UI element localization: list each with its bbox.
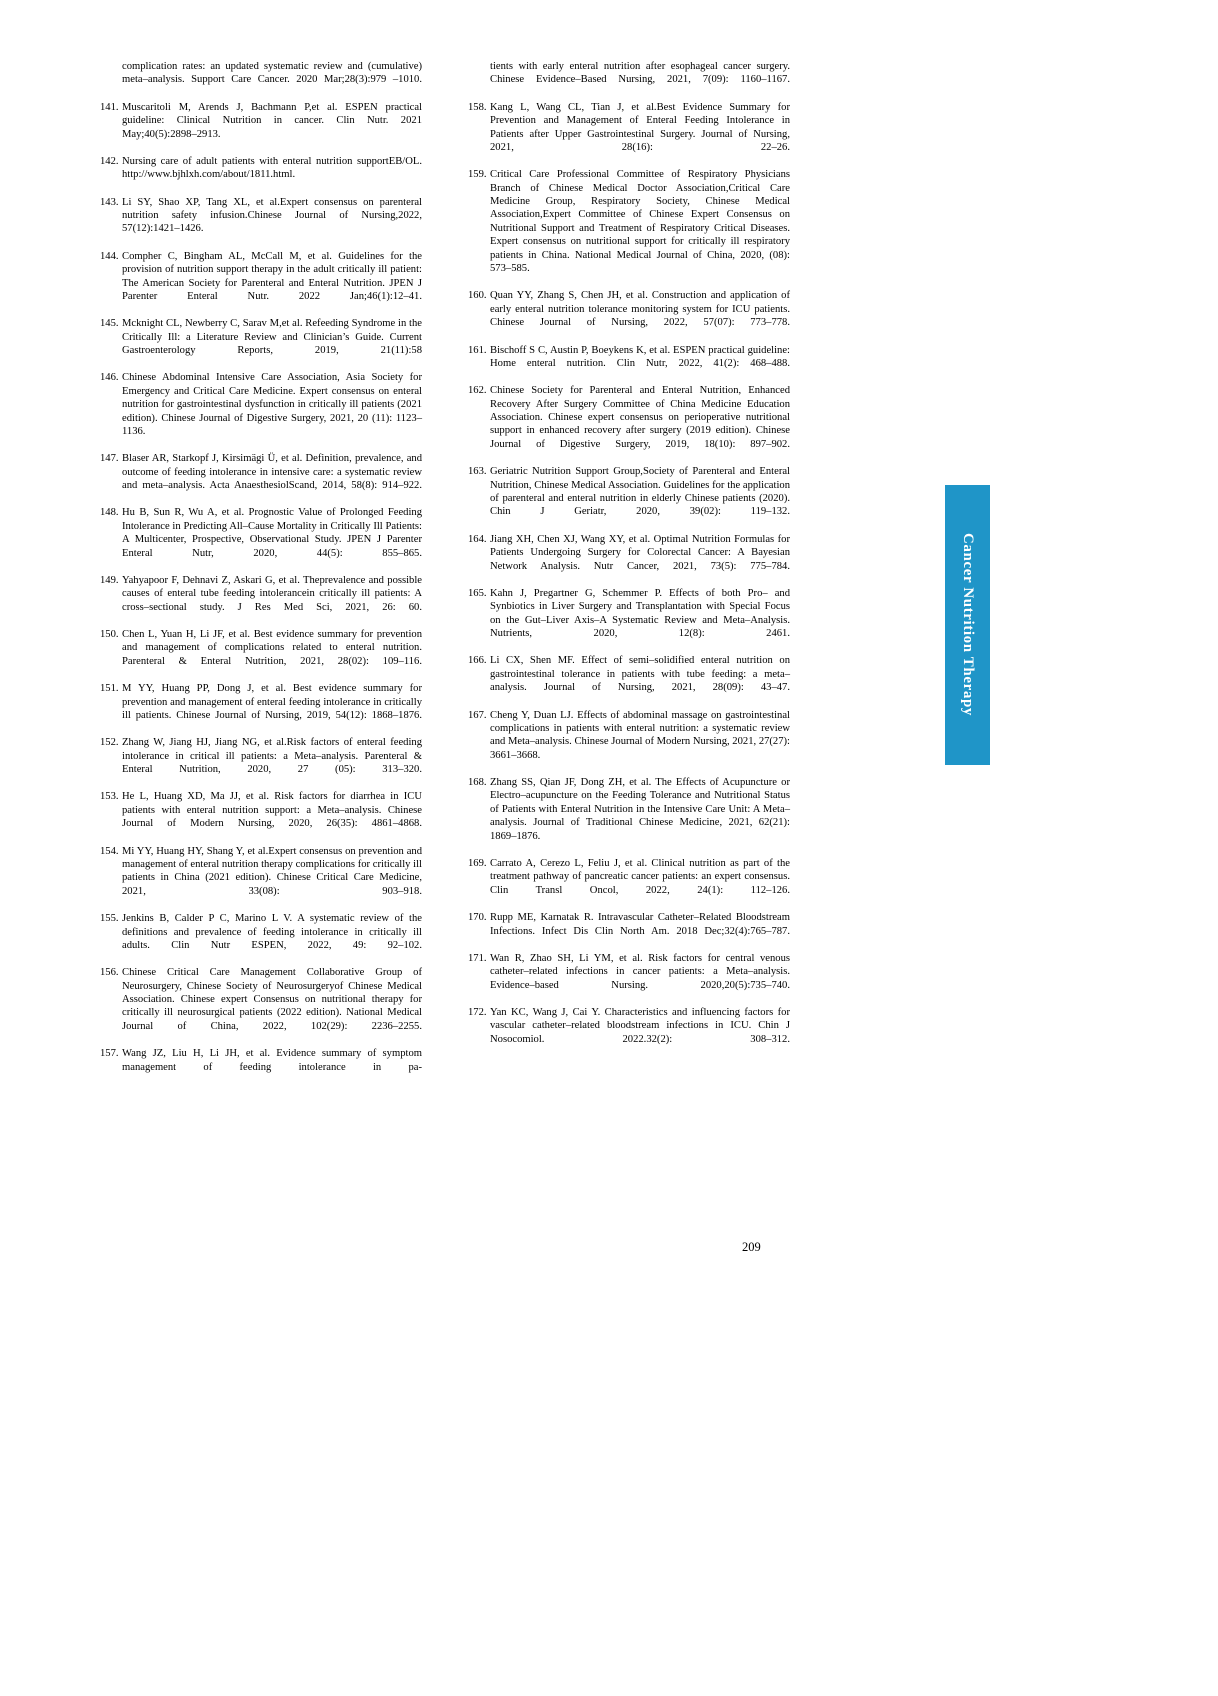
reference-text: Jenkins B, Calder P C, Marino L V. A systematic review of the definitions and prevalence of feeding intolerance in critically ill adults. Clin Nutr ESPEN, 2022, 49: 92–102. [122,913,422,951]
reference-number: 149. [100,574,119,586]
reference-text: Kang L, Wang CL, Tian J, et al.Best Evidence Summary for Prevention and Management of Enteral Feeding Intolerance in Patients after Upper Gastrointestinal Surgery. Journal of Nursing, 2021, 28(16): 22–26. [490,101,790,153]
reference-entry [100,912,422,966]
reference-text: Chinese Critical Care Management Collaborative Group of Neurosurgery, Chinese Society of Neurosurgeryof Chinese Medical Association. Chinese expert Consensus on nutritional therapy for critically ill neurosurgical patients (2022 edition). National Medical Journal of China, 2022, 102(29): 2236–2255. [122,967,422,1032]
reference-entry [100,1047,422,1087]
page-number: 209 [742,1240,761,1254]
reference-text: Carrato A, Cerezo L, Feliu J, et al. Clinical nutrition as part of the treatment pathway of pancreatic cancer patients: an expert consensus. Clin Transl Oncol, 2022, 24(1): 112–126. [490,857,790,896]
reference-text: Nursing care of adult patients with enteral nutrition supportEB/OL. http://www.bjhlxh.com/about/1811.html. [122,155,422,181]
reference-number: 164. [468,533,487,545]
reference-number: 141. [100,101,119,113]
reference-text: Zhang SS, Qian JF, Dong ZH, et al. The Effects of Acupuncture or Electro–acupuncture on the Feeding Tolerance and Nutritional Status of Patients with Enteral Nutrition in the Intensive Care Unit: A Meta–analysis. Journal of Traditional Chinese Medicine, 2021, 62(21): 1869–1876. [490,777,790,842]
reference-text: Kahn J, Pregartner G, Schemmer P. Effects of both Pro– and Synbiotics in Liver Surgery and Transplantation with Special Focus on the Gut–Liver Axis–A Systematic Review and Meta–Analysis. Nutrients, 2020, 12(8): 2461. [490,587,790,640]
reference-text: Chen L, Yuan H, Li JF, et al. Best evidence summary for prevention and management of complications related to enteral nutrition. Parenteral & Enteral Nutrition, 2021, 28(02): 109–116. [122,629,422,667]
reference-entry [100,790,422,844]
reference-entry [468,776,790,856]
reference-text: complication rates: an updated systematic review and (cumulative) meta–analysis. Support Care Cancer. 2020 Mar;28(3):979 –1010. [122,61,422,86]
reference-entry [468,911,790,951]
reference-text: Mcknight CL, Newberry C, Sarav M,et al. Refeeding Syndrome in the Critically Ill: a Literature Review and Clinician’s Guide. Current Gastroenterology Reports, 2019, 21(11):58 [122,318,422,357]
reference-text: Rupp ME, Karnatak R. Intravascular Catheter–Related Bloodstream Infections. Infect Dis Clin North Am. 2018 Dec;32(4):765–787. [490,912,790,937]
reference-text: Cheng Y, Duan LJ. Effects of abdominal massage on gastrointestinal complications in patients with enteral nutrition: a systematic review and Meta–analysis. Chinese Journal of Modern Nursing, 2021, 27(27): 3661–3668. [490,709,790,761]
reference-column-right [468,60,790,1088]
reference-entry [468,344,790,384]
reference-number: 163. [468,466,487,478]
reference-entry [100,845,422,912]
reference-number: 165. [468,587,487,599]
reference-number: 157. [100,1048,119,1060]
reference-text: Mi YY, Huang HY, Shang Y, et al.Expert consensus on prevention and management of enteral nutrition therapy complications for critically ill patients in China (2021 edition). Chinese Critical Care Medicine, 2021, 33(08): 903–918. [122,845,422,897]
reference-number [100,60,122,100]
reference-columns [100,60,790,1088]
reference-entry [468,654,790,708]
reference-entry [100,317,422,371]
reference-number: 161. [468,344,487,356]
reference-number: 170. [468,912,487,924]
reference-number: 147. [100,453,119,465]
reference-text: Chinese Abdominal Intensive Care Association, Asia Society for Emergency and Critical Care Medicine. Expert consensus on enteral nutrition for gastrointestinal dysfunction in critically ill patients (2021 edition). Chinese Journal of Digestive Surgery, 2021, 20 (11): 1123–1136. [122,372,422,437]
reference-text: Li CX, Shen MF. Effect of semi–solidified enteral nutrition on gastrointestinal tolerance in patients with tube feeding: a meta–analysis. Journal of Nursing, 2021, 28(09): 43–47. [490,655,790,694]
reference-entry [100,628,422,682]
reference-text: Hu B, Sun R, Wu A, et al. Prognostic Value of Prolonged Feeding Intolerance in Predicting All–Cause Mortality in Critically Ill Patients: A Multicenter, Prospective, Observational Study. JPEN J Parenter Enteral Nutr, 2020, 44(5): 855–865. [122,507,422,559]
reference-number: 144. [100,250,119,262]
reference-entry [100,196,422,250]
reference-number: 143. [100,196,119,208]
reference-entry [100,506,422,573]
reference-text: Muscaritoli M, Arends J, Bachmann P,et al. ESPEN practical guideline: Clinical Nutrition in cancer. Clin Nutr. 2021 May;40(5):2898–2913. [122,101,422,140]
reference-number: 156. [100,967,119,979]
reference-number: 171. [468,952,487,964]
reference-text: Critical Care Professional Committee of Respiratory Physicians Branch of Chinese Medical Doctor Association,Critical Care Medicine Group, Respiratory Society, Chinese Medical Association,Expert Committee of Chinese Expert Consensus on Nutritional Support and Treatment of Respiratory Critical Diseases. Expert consensus on nutritional support for critically ill respiratory patients in China. National Medical Journal of China, 2020, (08): 573–585. [490,169,790,275]
reference-entry [468,587,790,654]
reference-number: 160. [468,290,487,302]
reference-text: tients with early enteral nutrition after esophageal cancer surgery. Chinese Evidence–Based Nursing, 2021, 7(09): 1160–1167. [490,61,790,86]
reference-entry [468,533,790,587]
reference-text: M YY, Huang PP, Dong J, et al. Best evidence summary for prevention and management of enteral feeding intolerance in critically ill patients. Chinese Journal of Nursing, 2019, 54(12): 1868–1876. [122,683,422,721]
reference-entry [468,1006,790,1060]
reference-entry [100,574,422,628]
reference-text: He L, Huang XD, Ma JJ, et al. Risk factors for diarrhea in ICU patients with enteral nutrition support: a Meta–analysis. Chinese Journal of Modern Nursing, 2020, 26(35): 4861–4868. [122,791,422,830]
reference-number: 142. [100,155,119,167]
reference-text: Wan R, Zhao SH, Li YM, et al. Risk factors for central venous catheter–related infections in cancer patients: a Meta–analysis. Evidence–based Nursing. 2020,20(5):735–740. [490,952,790,991]
reference-entry [100,155,422,195]
reference-number: 166. [468,655,487,667]
reference-number: 155. [100,913,119,925]
reference-entry [100,60,422,100]
reference-entry [100,682,422,736]
reference-entry [468,289,790,343]
reference-text: Geriatric Nutrition Support Group,Society of Parenteral and Enteral Nutrition, Chinese Medical Association. Guidelines for the application of parenteral and enteral nutrition in elderly Chinese patients (2020). Chin J Geriatr, 2020, 39(02): 119–132. [490,466,790,518]
reference-entry [468,60,790,100]
reference-entry [468,952,790,1006]
reference-number: 153. [100,791,119,803]
reference-number: 168. [468,777,487,789]
reference-number: 154. [100,845,119,857]
reference-entry [468,384,790,464]
reference-text: Chinese Society for Parenteral and Enteral Nutrition, Enhanced Recovery After Surgery Committee of China Medicine Education Association. Chinese expert consensus on perioperative nutritional support in enhanced recovery after surgery (2019 edition). Chinese Journal of Digestive Surgery, 2019, 18(10): 897–902. [490,385,790,450]
reference-entry [100,966,422,1046]
reference-text: Quan YY, Zhang S, Chen JH, et al. Construction and application of early enteral nutrition tolerance monitoring system for ICU patients. Chinese Journal of Nursing, 2022, 57(07): 773–778. [490,290,790,329]
reference-number: 162. [468,385,487,397]
reference-text: Blaser AR, Starkopf J, Kirsimägi Ü, et al. Definition, prevalence, and outcome of feeding intolerance in intensive care: a systematic review and meta–analysis. Acta AnaesthesiolScand, 2014, 58(8): 914–922. [122,453,422,492]
reference-entry [100,452,422,506]
reference-entry [468,465,790,532]
reference-entry [468,857,790,911]
reference-entry [100,736,422,790]
reference-text: Li SY, Shao XP, Tang XL, et al.Expert consensus on parenteral nutrition safety infusion.Chinese Journal of Nursing,2022, 57(12):1421–1426. [122,196,422,235]
reference-entry [468,709,790,776]
section-side-tab [945,485,990,765]
reference-column-left [100,60,422,1088]
reference-number: 146. [100,372,119,384]
reference-entry [100,101,422,155]
reference-text: Yahyapoor F, Dehnavi Z, Askari G, et al. Theprevalence and possible causes of enteral tube feeding intolerancein critically ill patients: A cross–sectional study. J Res Med Sci, 2021, 26: 60. [122,574,422,613]
reference-text: Jiang XH, Chen XJ, Wang XY, et al. Optimal Nutrition Formulas for Patients Undergoing Surgery for Colorectal Cancer: A Bayesian Network Analysis. Nutr Cancer, 2021, 73(5): 775–784. [490,533,790,572]
reference-number [468,60,490,100]
reference-text: Zhang W, Jiang HJ, Jiang NG, et al.Risk factors of enteral feeding intolerance in critical ill patients: a Meta–analysis. Parenteral & Enteral Nutrition, 2020, 27 (05): 313–320. [122,737,422,776]
reference-entry [468,101,790,168]
reference-number: 158. [468,101,487,113]
reference-entry [468,168,790,289]
reference-number: 152. [100,737,119,749]
reference-text: Bischoff S C, Austin P, Boeykens K, et al. ESPEN practical guideline: Home enteral nutrition. Clin Nutr, 2022, 41(2): 468–488. [490,344,790,369]
reference-entry [100,371,422,451]
reference-text: Yan KC, Wang J, Cai Y. Characteristics and influencing factors for vascular catheter–related bloodstream infections in ICU. Chin J Nosocomiol. 2022.32(2): 308–312. [490,1006,790,1045]
reference-number: 151. [100,683,119,695]
reference-entry [100,250,422,317]
reference-number: 172. [468,1006,487,1018]
reference-number: 145. [100,318,119,330]
reference-number: 159. [468,169,487,181]
reference-text: Compher C, Bingham AL, McCall M, et al. Guidelines for the provision of nutrition support therapy in the adult critically ill patient: The American Society for Parenteral and Enteral Nutrition. JPEN J Parenter Enteral Nutr. 2022 Jan;46(1):12–41. [122,250,422,302]
reference-number: 150. [100,629,119,641]
reference-text: Wang JZ, Liu H, Li JH, et al. Evidence summary of symptom management of feeding intolerance in pa- [122,1048,422,1073]
section-side-tab-label: Cancer Nutrition Therapy [960,533,976,717]
reference-number: 148. [100,507,119,519]
reference-number: 169. [468,857,487,869]
reference-number: 167. [468,709,487,721]
